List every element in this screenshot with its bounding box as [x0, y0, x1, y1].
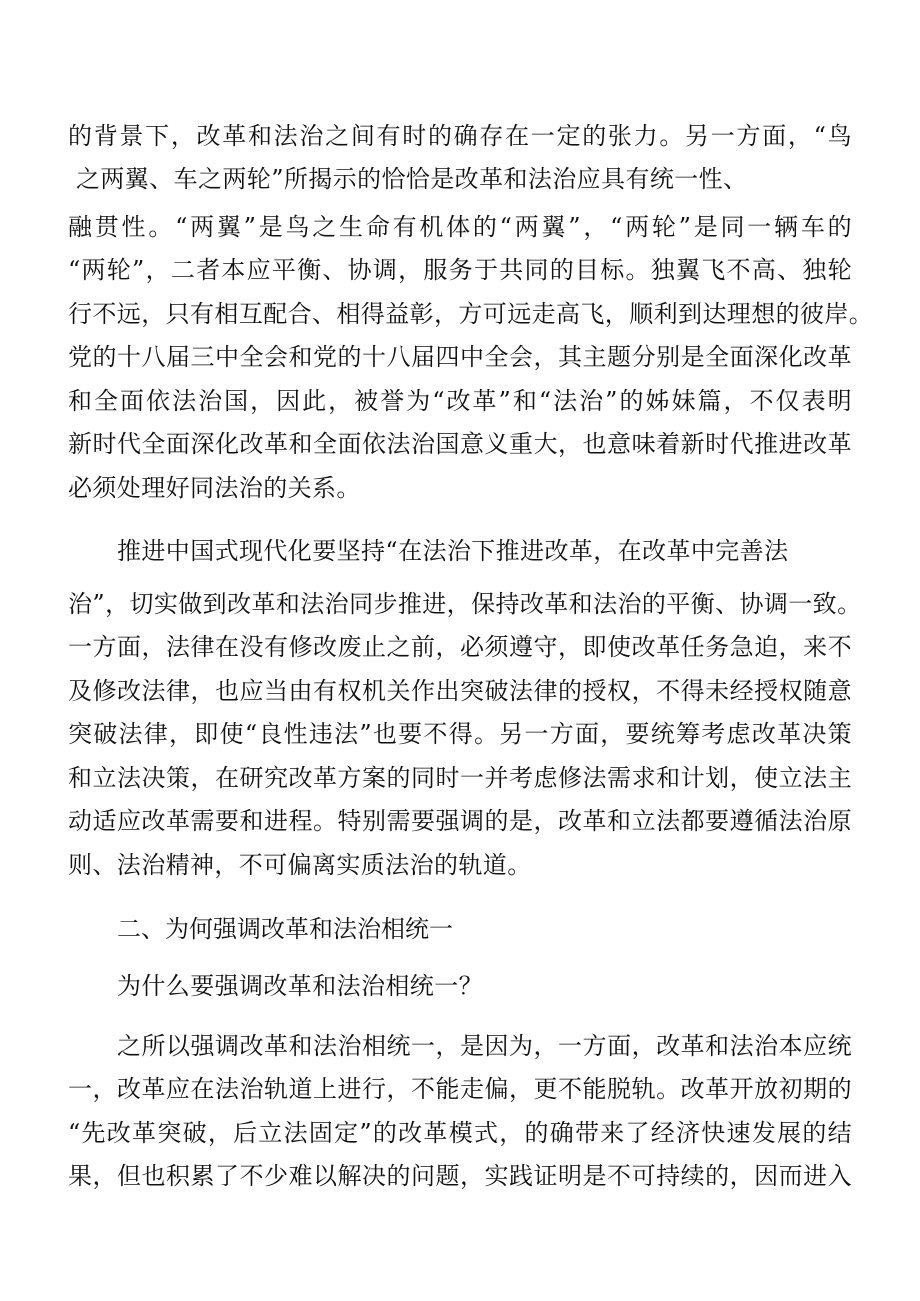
paragraph-2-line-3: 一方面，法律在没有修改废止之前，必须遵守，即使改革任务急迫，来不 [68, 633, 852, 661]
paragraph-1-line-6: 党的十八届三中全会和党的十八届四中全会，其主题分别是全面深化改革 [68, 343, 852, 371]
paragraph-1-line-3: 融贯性。“两翼”是鸟之生命有机体的“两翼”，“两轮”是同一辆车的 [68, 213, 852, 241]
paragraph-2-line-4: 及修改法律，也应当由有权机关作出突破法律的授权，不得未经授权随意 [68, 677, 852, 705]
paragraph-2-line-6: 和立法决策，在研究改革方案的同时一并考虑修法需求和计划，使立法主 [68, 764, 852, 792]
paragraph-2-line-7: 动适应改革需要和进程。特别需要强调的是，改革和立法都要遵循法治原 [68, 807, 852, 835]
paragraph-3-line-3: “先改革突破，后立法固定”的改革模式，的确带来了经济快速发展的结 [68, 1119, 852, 1147]
paragraph-2-line-5: 突破法律，即使“良性违法”也要不得。另一方面，要统筹考虑改革决策 [68, 720, 852, 748]
paragraph-1-line-7: 和全面依法治国，因此，被誉为“改革”和“法治”的姊妹篇，不仅表明 [68, 387, 852, 415]
paragraph-2-line-8: 则、法治精神，不可偏离实质法治的轨道。 [68, 851, 532, 879]
paragraph-1-line-9: 必须处理好同法治的关系。 [68, 474, 361, 502]
paragraph-3-line-1: 之所以强调改革和法治相统一，是因为，一方面，改革和法治本应统 [117, 1032, 852, 1060]
paragraph-3-line-4: 果，但也积累了不少难以解决的问题，实践证明是不可持续的，因而进入 [68, 1162, 852, 1190]
paragraph-1-line-2: 之两翼、车之两轮”所揭示的恰恰是改革和法治应具有统一性、 [76, 165, 748, 193]
paragraph-1-line-8: 新时代全面深化改革和全面依法治国意义重大，也意味着新时代推进改革 [68, 430, 852, 458]
section-heading: 二、为何强调改革和法治相统一 [117, 915, 453, 943]
paragraph-1-line-1: 的背景下，改革和法治之间有时的确存在一定的张力。另一方面，“鸟 [68, 122, 852, 150]
paragraph-2-line-2: 治”，切实做到改革和法治同步推进，保持改革和法治的平衡、协调一致。 [68, 590, 862, 618]
paragraph-1-line-4: “两轮”，二者本应平衡、协调，服务于共同的目标。独翼飞不高、独轮 [68, 256, 852, 284]
paragraph-3-line-2: 一，改革应在法治轨道上进行，不能走偏，更不能脱轨。改革开放初期的 [68, 1075, 852, 1103]
question-line: 为什么要强调改革和法治相统一？ [117, 972, 483, 1000]
paragraph-2-line-1: 推进中国式现代化要坚持“在法治下推进改革，在改革中完善法 [117, 537, 789, 565]
paragraph-1-line-5: 行不远，只有相互配合、相得益彰，方可远走高飞，顺利到达理想的彼岸。 [68, 300, 874, 328]
